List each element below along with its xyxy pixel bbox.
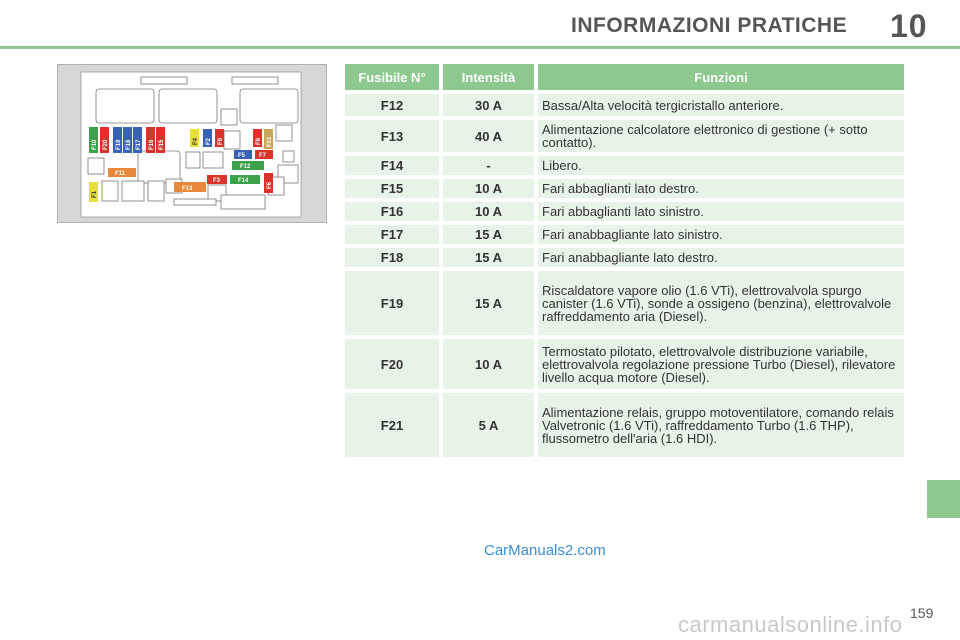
fuse-amperage: 15 A <box>443 248 534 267</box>
table-row <box>345 120 904 152</box>
fuse-table <box>345 64 904 461</box>
header-divider <box>0 46 960 49</box>
fuse-amperage: 40 A <box>443 120 534 152</box>
fuse-label-f1: F1 <box>92 190 98 198</box>
fuse-label-f8: F8 <box>256 137 262 145</box>
fuse-box-drawing <box>58 65 326 222</box>
fuse-number: F20 <box>345 339 439 389</box>
chapter-side-tab <box>927 480 960 518</box>
fuse-label-f2: F2 <box>206 137 212 145</box>
fuse-label-f10: F10 <box>92 139 98 150</box>
fuse-amperage: 5 A <box>443 393 534 457</box>
fuse-label-f12: F12 <box>240 164 251 170</box>
fuse-label-f11: F11 <box>115 171 126 177</box>
fuse-number: F19 <box>345 271 439 335</box>
fuse-function: Alimentazione relais, gruppo motoventilatore, comando relais Valvetronic (1.6 VTi), raffreddamento Turbo (1.6 THP), flussometro dell'aria (1.6 HDI). <box>538 393 904 457</box>
fuse-label-f17: F17 <box>136 139 142 150</box>
page-number: 159 <box>910 605 934 621</box>
fuse-label-f16: F16 <box>149 139 155 150</box>
table-header <box>345 64 904 90</box>
table-row <box>345 393 904 457</box>
fuse-number: F12 <box>345 94 439 116</box>
fuse-label-f7: F7 <box>259 153 267 159</box>
fuse-amperage: 15 A <box>443 225 534 244</box>
fuse-label-f5: F5 <box>238 153 246 159</box>
fuse-number: F14 <box>345 156 439 175</box>
fuse-amperage: 10 A <box>443 202 534 221</box>
header-fuse-number: Fusibile N° <box>345 64 439 90</box>
fuse-function: Termostato pilotato, elettrovalvole distribuzione variabile, elettrovalvola regolazione pressione Turbo (Diesel), rilevatore livello acqua motore (Diesel). <box>538 339 904 389</box>
fuse-amperage: 30 A <box>443 94 534 116</box>
fuse-number: F18 <box>345 248 439 267</box>
fuse-amperage: 10 A <box>443 339 534 389</box>
table-row <box>345 225 904 244</box>
table-row <box>345 94 904 116</box>
fuse-number: F15 <box>345 179 439 198</box>
fuse-number: F16 <box>345 202 439 221</box>
fuse-number: F17 <box>345 225 439 244</box>
fuse-function: Riscaldatore vapore olio (1.6 VTi), elettrovalvola spurgo canister (1.6 VTi), sonde a ossigeno (benzina), elettrovalvole raffreddamento aria (Diesel). <box>538 271 904 335</box>
fuse-label-f18: F18 <box>126 139 132 150</box>
table-row <box>345 156 904 175</box>
fuse-amperage: - <box>443 156 534 175</box>
fuse-function: Alimentazione calcolatore elettronico di gestione (+ sotto contatto). <box>538 120 904 152</box>
fuse-label-f3: F3 <box>213 178 221 184</box>
page-title: INFORMAZIONI PRATICHE <box>571 14 848 37</box>
table-row <box>345 179 904 198</box>
fuse-number: F13 <box>345 120 439 152</box>
fuse-label-f14: F14 <box>238 178 249 184</box>
fuse-function: Fari anabbagliante lato sinistro. <box>538 225 904 244</box>
fuse-label-f6: F6 <box>267 181 273 189</box>
fuse-number: F21 <box>345 393 439 457</box>
fuse-label-f15: F15 <box>159 139 165 150</box>
fuse-label-f9: F9 <box>218 137 224 145</box>
fuse-label-f19: F19 <box>116 139 122 150</box>
fuse-function: Fari abbaglianti lato destro. <box>538 179 904 198</box>
fuse-function: Libero. <box>538 156 904 175</box>
fuse-function: Bassa/Alta velocità tergicristallo anteriore. <box>538 94 904 116</box>
header-functions: Funzioni <box>538 64 904 90</box>
table-row <box>345 202 904 221</box>
fuse-label-f4: F4 <box>193 137 199 145</box>
fuse-amperage: 15 A <box>443 271 534 335</box>
fuse-box-diagram <box>57 64 327 223</box>
chapter-number: 10 <box>890 8 928 44</box>
header-intensity: Intensità <box>443 64 534 90</box>
fuse-amperage: 10 A <box>443 179 534 198</box>
watermark-carmanualsonline[interactable]: carmanualsonline.info <box>678 612 903 637</box>
fuse-function: Fari abbaglianti lato sinistro. <box>538 202 904 221</box>
table-row <box>345 339 904 389</box>
table-row <box>345 271 904 335</box>
fuse-label-f21: F21 <box>267 136 273 147</box>
fuse-label-f20: F20 <box>103 139 109 150</box>
table-row <box>345 248 904 267</box>
fuse-function: Fari anabbagliante lato destro. <box>538 248 904 267</box>
watermark-carmanuals2[interactable]: CarManuals2.com <box>484 542 606 559</box>
fuse-label-f13: F13 <box>182 186 193 192</box>
